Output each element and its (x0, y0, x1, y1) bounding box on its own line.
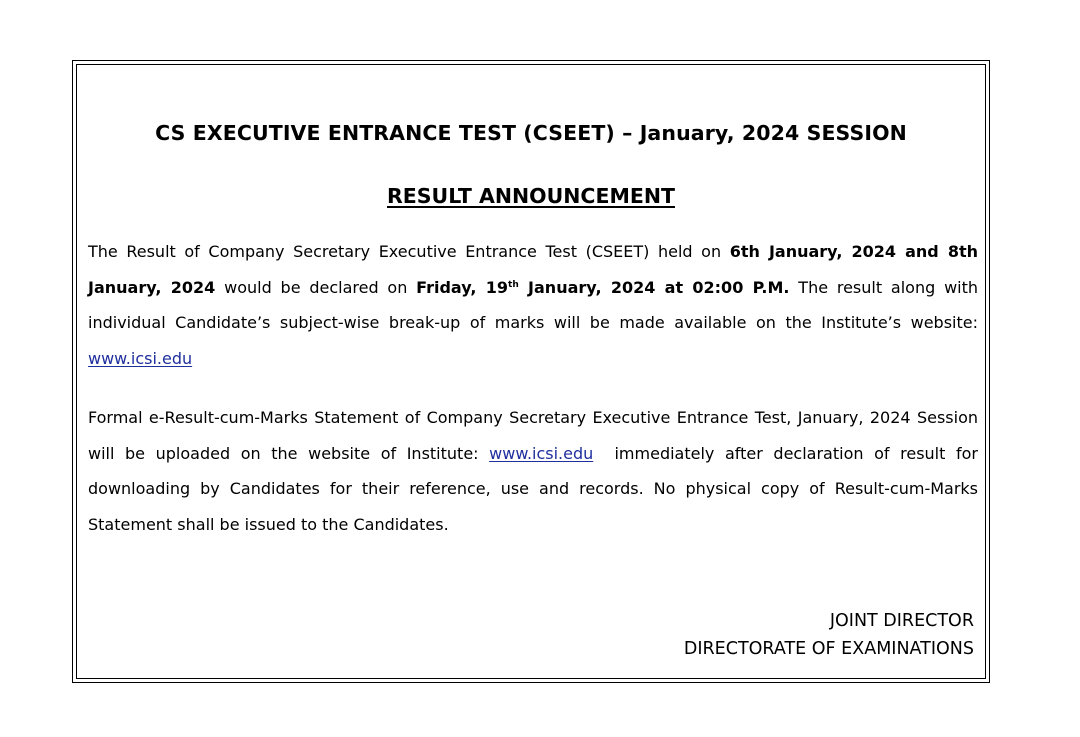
para2-text-1: Formal e-Result-cum-Marks Statement of Company Secretary Executive Entrance Test, January, 2024 Session will be uploaded on the website of Institute: (88, 408, 978, 463)
paragraph-marks-statement (88, 400, 984, 542)
notice-title: CS EXECUTIVE ENTRANCE TEST (CSEET) – January, 2024 SESSION (155, 121, 907, 145)
icsi-website-link[interactable]: www.icsi.edu (88, 348, 193, 368)
para1-ordinal-suffix: th (508, 279, 519, 290)
para1-text-3: The result along with individual Candidate’s subject-wise break-up of marks will be made available on the Institute’s website: (88, 277, 979, 333)
icsi-website-link-2[interactable]: www.icsi.edu (489, 443, 594, 463)
signature-designation: JOINT DIRECTOR (829, 611, 974, 631)
notice-frame (72, 60, 990, 683)
para1-declaration-day: Friday, 19 (416, 277, 509, 297)
para1-exam-dates: 6th January, 2024 and 8th January, 2024 (88, 242, 979, 297)
para1-declaration-time: January, 2024 at 02:00 P.M. (518, 277, 790, 297)
para1-text-1: The Result of Company Secretary Executive Entrance Test (CSEET) held on (88, 242, 730, 261)
para2-text-2: immediately after declaration of result for downloading by Candidates for their reference, use and records. No physical copy of Result-cum-Marks Statement shall be issued to the Candidates. (88, 443, 984, 534)
signature-department: DIRECTORATE OF EXAMINATIONS (683, 639, 974, 659)
notice-inner-border (76, 64, 986, 679)
notice-heading (77, 184, 985, 208)
para1-declaration-date (416, 278, 789, 297)
paragraph-result-declaration (88, 234, 978, 376)
para1-text-2: would be declared on (215, 277, 417, 297)
notice-heading-text: RESULT ANNOUNCEMENT (387, 184, 675, 208)
